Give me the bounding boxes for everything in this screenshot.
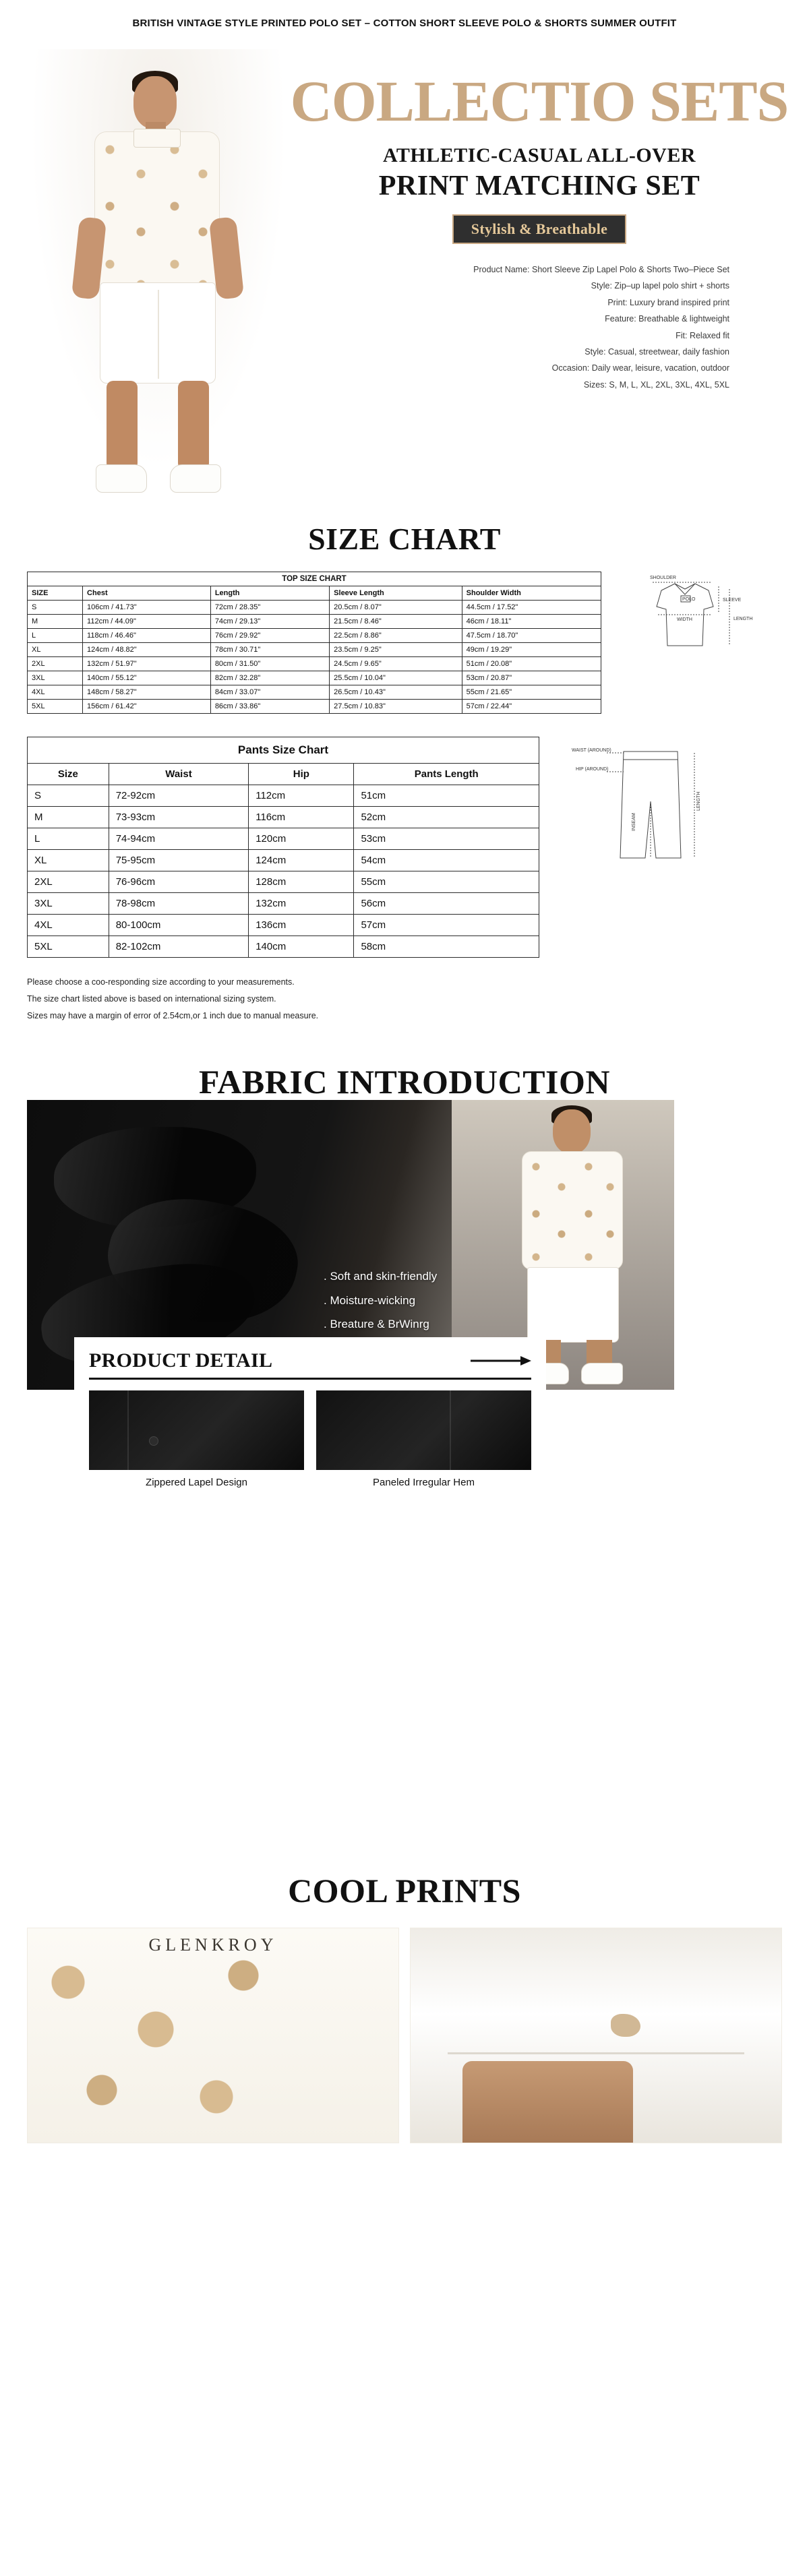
detail-image-zipper [89, 1390, 304, 1470]
diagram-label-length: LENGTH [733, 617, 753, 621]
table-row [28, 936, 539, 958]
cell: 3XL [28, 671, 83, 685]
cell: 140cm / 55.12" [83, 671, 211, 685]
cell: 46cm / 18.11" [462, 615, 601, 629]
cell: 124cm [249, 850, 354, 871]
detail-caption: Paneled Irregular Hem [373, 1477, 475, 1488]
table-row [28, 915, 539, 936]
cell: 112cm / 44.09" [83, 615, 211, 629]
model-left-leg [107, 381, 138, 470]
cell: 112cm [249, 785, 354, 807]
pants-size-chart-table [27, 737, 539, 958]
hero-subline-1: ATHLETIC-CASUAL ALL-OVER [382, 144, 696, 167]
polo-collar [133, 129, 181, 148]
model-right-shoe [581, 1363, 623, 1384]
cell: 106cm / 41.73" [83, 601, 211, 615]
table-row [28, 671, 601, 685]
cell: 124cm / 48.82" [83, 643, 211, 657]
seam-line [127, 1390, 129, 1470]
diagram-label-width: WIDTH [677, 617, 692, 622]
polo-shirt [522, 1151, 623, 1270]
fabric-bullet: . Breature & BrWinrg [324, 1318, 429, 1331]
cell: 49cm / 19.29" [462, 643, 601, 657]
spec-item: Sizes: S, M, L, XL, 2XL, 3XL, 4XL, 5XL [583, 379, 729, 390]
prints-image-row [0, 1910, 809, 2170]
spec-item: Style: Casual, streetwear, daily fashion [585, 346, 729, 357]
hero-section [0, 42, 809, 514]
shorts [100, 282, 216, 384]
column-header: Length [210, 586, 329, 601]
table-row [28, 828, 539, 850]
product-detail-captions [89, 1477, 531, 1488]
cell: 54cm [354, 850, 539, 871]
diagram-label-shoulder: SHOULDER [650, 576, 676, 580]
cell: 5XL [28, 936, 109, 958]
cell: 75-95cm [109, 850, 249, 871]
cell: 5XL [28, 700, 83, 714]
detail-image-hem [316, 1390, 531, 1470]
top-chart-caption: TOP SIZE CHART [28, 572, 601, 586]
size-chart-title: SIZE CHART [308, 522, 501, 556]
product-detail-card [74, 1337, 546, 1502]
seam-line [450, 1390, 451, 1470]
model-left-shoe [96, 464, 147, 493]
cell: 156cm / 61.42" [83, 700, 211, 714]
cell: 72cm / 28.35" [210, 601, 329, 615]
top-size-chart-row [27, 572, 782, 714]
print-motif [611, 2014, 640, 2037]
cell: 80-100cm [109, 915, 249, 936]
table-row [28, 685, 601, 700]
cell: 116cm [249, 807, 354, 828]
column-header: SIZE [28, 586, 83, 601]
hero-copy [290, 69, 789, 393]
cell: M [28, 807, 109, 828]
pants-measure-diagram [560, 737, 748, 871]
fabric-bullets [324, 1264, 437, 1337]
cell: 72-92cm [109, 785, 249, 807]
column-header: Pants Length [354, 764, 539, 785]
cell: 24.5cm / 9.65" [330, 657, 462, 671]
pants-size-chart-row [27, 737, 782, 958]
cell: XL [28, 643, 83, 657]
cell: 128cm [249, 871, 354, 893]
diagram-label-waist: WAIST (AROUND) [572, 748, 611, 753]
cell: 47.5cm / 18.70" [462, 629, 601, 643]
polo-shirt [94, 131, 220, 288]
spec-item: Feature: Breathable & lightweight [605, 314, 729, 324]
cell: 82cm / 32.28" [210, 671, 329, 685]
spec-item: Fit: Relaxed fit [676, 330, 729, 340]
cell: L [28, 828, 109, 850]
cell: 51cm [354, 785, 539, 807]
cell: 52cm [354, 807, 539, 828]
column-header: Shoulder Width [462, 586, 601, 601]
column-header: Chest [83, 586, 211, 601]
cell: 21.5cm / 8.46" [330, 615, 462, 629]
hero-badge: Stylish & Breathable [452, 214, 626, 244]
diagram-label-sleeve: SLEEVE [723, 598, 742, 603]
cell: 120cm [249, 828, 354, 850]
fabric-bullet: . Soft and skin-friendly [324, 1270, 438, 1283]
note-line: Sizes may have a margin of error of 2.54cm,or 1 inch due to manual measure. [27, 1011, 319, 1020]
diagram-label-hip: HIP (AROUND) [576, 767, 609, 772]
cell: S [28, 601, 83, 615]
cell: 53cm / 20.87" [462, 671, 601, 685]
polo-diagram-svg [611, 572, 779, 658]
prints-section [0, 1871, 809, 2170]
table-row [28, 850, 539, 871]
cell: 82-102cm [109, 936, 249, 958]
cell: 57cm / 22.44" [462, 700, 601, 714]
table-row [28, 643, 601, 657]
cell: 73-93cm [109, 807, 249, 828]
cell: 55cm / 21.65" [462, 685, 601, 700]
model-figure [13, 49, 303, 514]
spec-list [290, 262, 789, 393]
cell: 78cm / 30.71" [210, 643, 329, 657]
cell: 4XL [28, 915, 109, 936]
cell: 27.5cm / 10.83" [330, 700, 462, 714]
cell: 118cm / 46.46" [83, 629, 211, 643]
cell: 44.5cm / 17.52" [462, 601, 601, 615]
model-head [133, 76, 177, 129]
top-size-chart-table [27, 572, 601, 714]
product-detail-images [89, 1390, 531, 1470]
cell: 84cm / 33.07" [210, 685, 329, 700]
brand-wordmark: GLENKROY [148, 1935, 278, 1955]
cell: 76cm / 29.92" [210, 629, 329, 643]
arrow-right-icon [471, 1355, 531, 1367]
button-detail [149, 1436, 158, 1446]
diagram-label-inseam: INSEAM [632, 813, 636, 831]
product-detail-title: PRODUCT DETAIL [89, 1349, 273, 1372]
cell: 140cm [249, 936, 354, 958]
cell: 26.5cm / 10.43" [330, 685, 462, 700]
pants-diagram-svg [560, 737, 748, 871]
cell: M [28, 615, 83, 629]
fabric-title: FABRIC INTRODUCTION [198, 1063, 610, 1101]
print-closeup-shorts [410, 1928, 782, 2143]
table-row [28, 657, 601, 671]
cell: L [28, 629, 83, 643]
cell: 23.5cm / 9.25" [330, 643, 462, 657]
page-header [0, 0, 809, 42]
diagram-label-polo: POLO [682, 597, 696, 602]
size-notes [0, 974, 809, 1024]
cell: 53cm [354, 828, 539, 850]
cell: 22.5cm / 8.86" [330, 629, 462, 643]
page-title: BRITISH VINTAGE STYLE PRINTED POLO SET – COTTON SHORT SLEEVE POLO & SHORTS SUMMER OUTFIT [132, 18, 677, 29]
hero-model-photo [13, 49, 303, 514]
cell: 76-96cm [109, 871, 249, 893]
hero-headline: COLLECTIO SETS [290, 69, 789, 133]
cell: S [28, 785, 109, 807]
fabric-section [0, 1062, 809, 1488]
cell: 86cm / 33.86" [210, 700, 329, 714]
cell: 58cm [354, 936, 539, 958]
table-row [28, 871, 539, 893]
table-row [28, 807, 539, 828]
cell: 20.5cm / 8.07" [330, 601, 462, 615]
shorts [527, 1267, 619, 1343]
model-right-shoe [170, 464, 221, 493]
cell: 136cm [249, 915, 354, 936]
table-row [28, 601, 601, 615]
cell: 148cm / 58.27" [83, 685, 211, 700]
cell: 2XL [28, 871, 109, 893]
spec-item: Product Name: Short Sleeve Zip Lapel Polo & Shorts Two–Piece Set [473, 265, 729, 275]
note-line: The size chart listed above is based on international sizing system. [27, 994, 276, 1004]
spec-item: Occasion: Daily wear, leisure, vacation, outdoor [551, 363, 729, 373]
table-row [28, 615, 601, 629]
cell: 74-94cm [109, 828, 249, 850]
fabric-bullet: . Moisture-wicking [324, 1293, 416, 1307]
cell: 78-98cm [109, 893, 249, 915]
product-detail-header [89, 1349, 531, 1380]
column-header: Hip [249, 764, 354, 785]
size-chart-section [0, 521, 809, 958]
pants-chart-caption: Pants Size Chart [28, 737, 539, 764]
column-header: Waist [109, 764, 249, 785]
cell: 57cm [354, 915, 539, 936]
cell: 132cm [249, 893, 354, 915]
cell: 3XL [28, 893, 109, 915]
cell: 55cm [354, 871, 539, 893]
table-row [28, 629, 601, 643]
cell: 132cm / 51.97" [83, 657, 211, 671]
model-leg [462, 2061, 633, 2143]
cell: 74cm / 29.13" [210, 615, 329, 629]
spec-item: Style: Zip–up lapel polo shirt + shorts [591, 281, 729, 291]
table-row [28, 785, 539, 807]
detail-caption: Zippered Lapel Design [146, 1477, 247, 1488]
cell: 4XL [28, 685, 83, 700]
cell: 80cm / 31.50" [210, 657, 329, 671]
print-closeup-shirt [27, 1928, 399, 2143]
cell: XL [28, 850, 109, 871]
diagram-label-length: LENGTH [696, 791, 701, 811]
cell: 2XL [28, 657, 83, 671]
hero-subline-2: PRINT MATCHING SET [378, 171, 700, 202]
cell: 51cm / 20.08" [462, 657, 601, 671]
prints-title: COOL PRINTS [288, 1872, 521, 1909]
column-header: Size [28, 764, 109, 785]
note-line: Please choose a coo-responding size according to your measurements. [27, 977, 295, 987]
hem-line [448, 2052, 744, 2054]
table-row [28, 893, 539, 915]
model-right-leg [178, 381, 209, 470]
spec-item: Print: Luxury brand inspired print [607, 297, 729, 307]
cell: 25.5cm / 10.04" [330, 671, 462, 685]
column-header: Sleeve Length [330, 586, 462, 601]
polo-measure-diagram [611, 572, 779, 658]
table-row [28, 700, 601, 714]
cell: 56cm [354, 893, 539, 915]
model-head [553, 1109, 591, 1154]
